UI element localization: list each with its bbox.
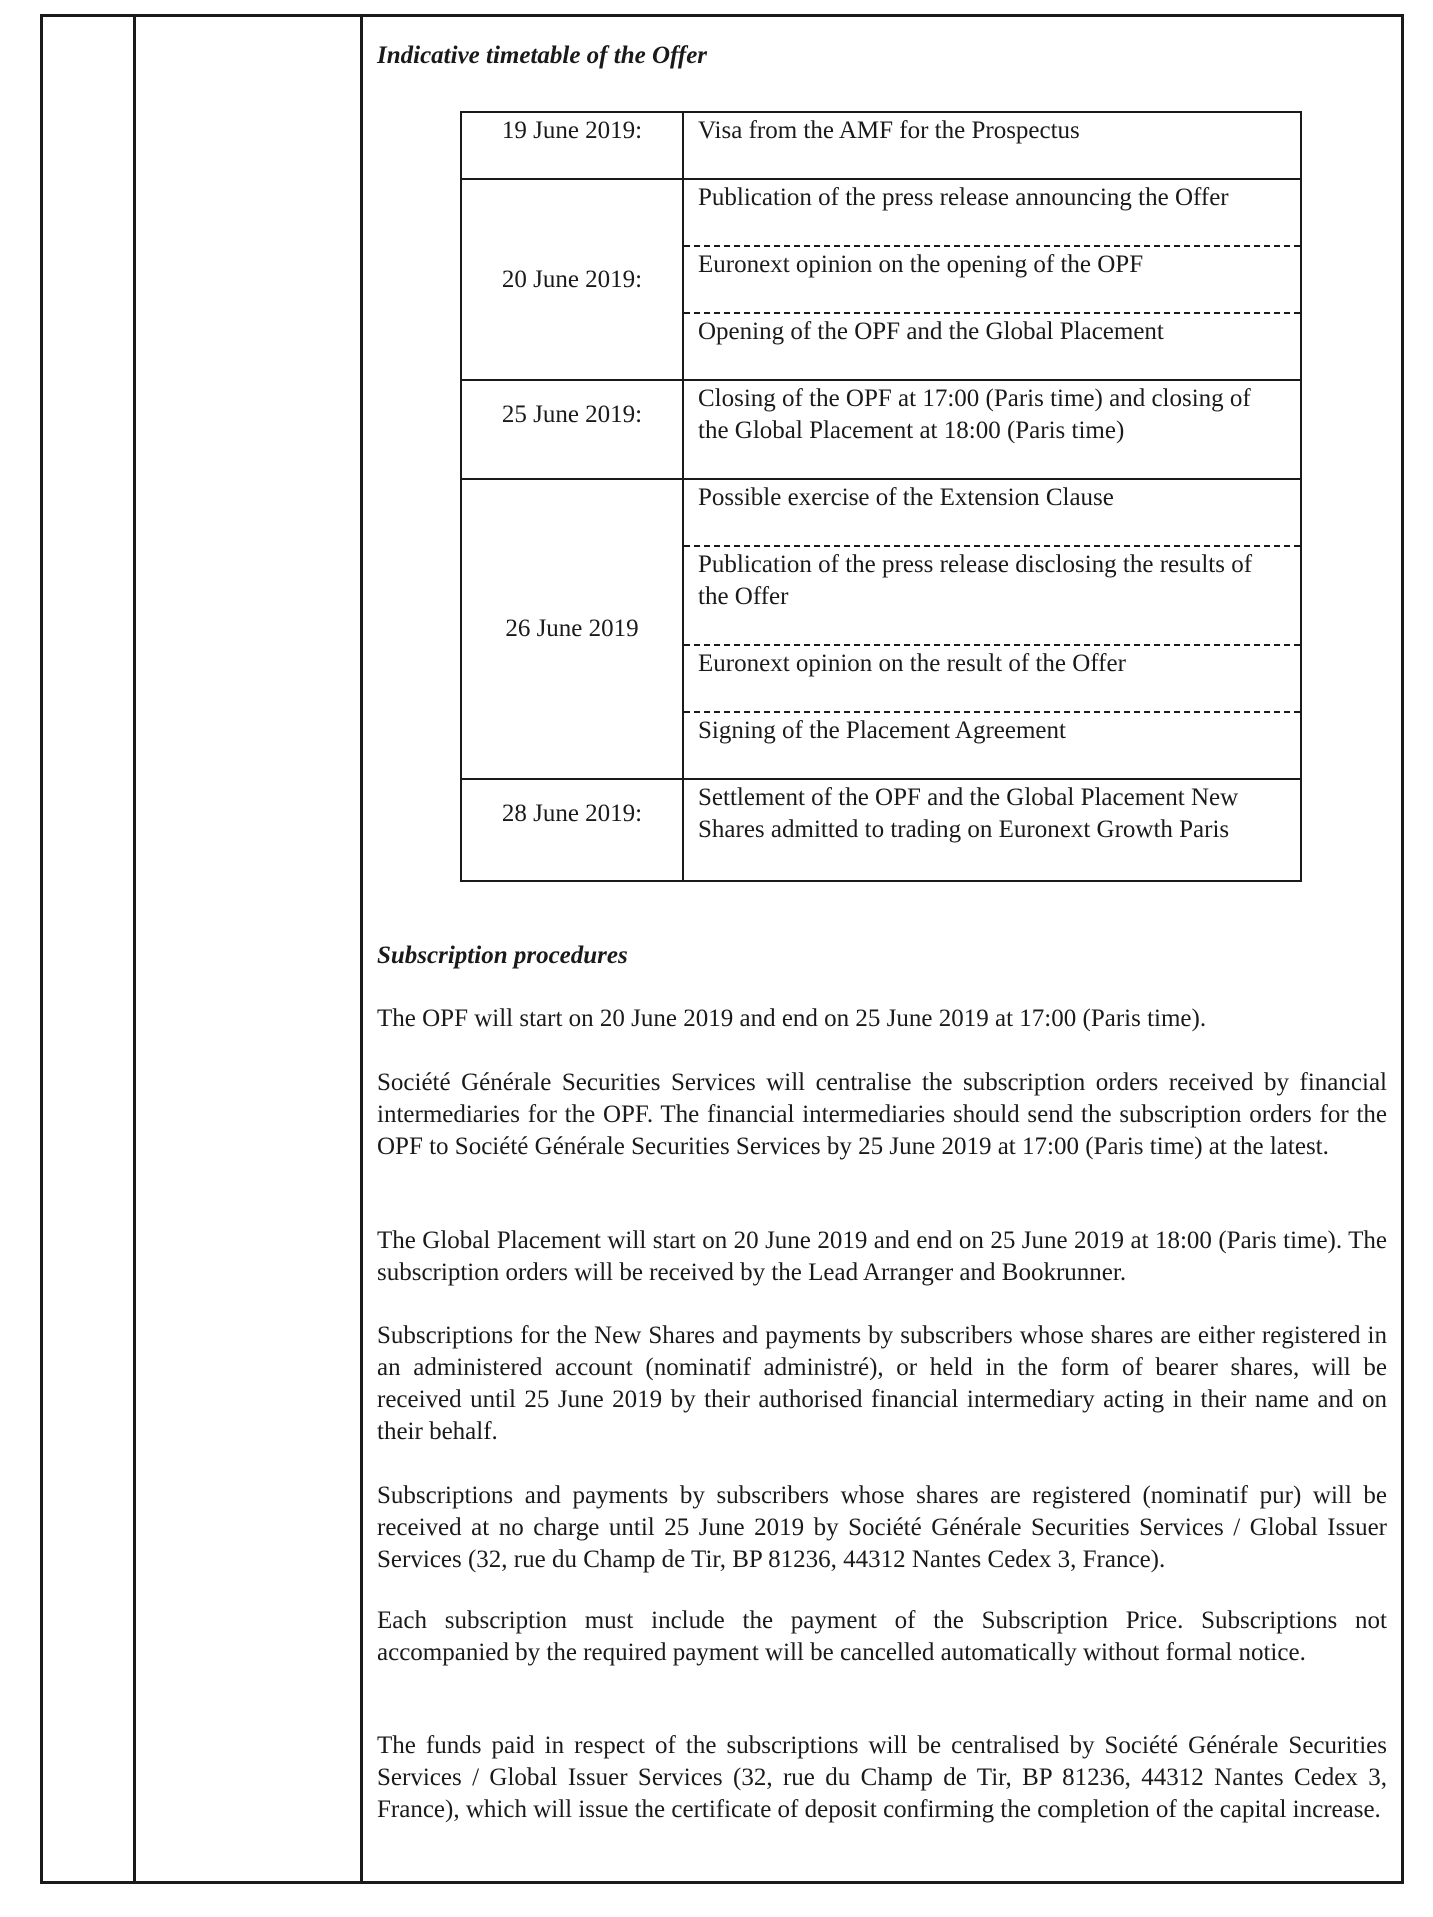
timetable-events [683, 179, 1301, 380]
timetable-date: 20 June 2019: [461, 179, 683, 380]
timetable-event: Publication of the press release disclosing the results of the Offer [684, 545, 1300, 644]
paragraph: Subscriptions and payments by subscribers whose shares are registered (nominatif pur) will be received at no charge until 25 June 2019 by Société Générale Securities Services / Global Issuer Services (32, rue du Champ de Tir, BP 81236, 44312 Nantes Cedex 3, France). [377, 1482, 1387, 1573]
timetable-event: Euronext opinion on the opening of the OPF [684, 245, 1300, 312]
timetable-event: Euronext opinion on the result of the Offer [684, 644, 1300, 711]
table-row [461, 779, 1301, 881]
timetable-event: Possible exercise of the Extension Clause [698, 484, 1114, 511]
timetable-events [683, 112, 1301, 179]
timetable-event: Settlement of the OPF and the Global Placement New Shares admitted to trading on Euronext Growth Paris [698, 784, 1239, 843]
paragraph: The OPF will start on 20 June 2019 and end on 25 June 2019 at 17:00 (Paris time). [377, 1005, 1207, 1032]
timetable-events [683, 380, 1301, 479]
column-divider-1 [133, 14, 136, 1884]
timetable-events [683, 479, 1301, 779]
timetable-event: Opening of the OPF and the Global Placement [684, 312, 1300, 379]
timetable-date: 26 June 2019 [461, 479, 683, 779]
table-row [461, 179, 1301, 380]
paragraph: The Global Placement will start on 20 June 2019 and end on 25 June 2019 at 18:00 (Paris time). The subscription orders will be received by the Lead Arranger and Bookrunner. [377, 1227, 1387, 1286]
column-divider-2 [360, 14, 363, 1884]
paragraph: Each subscription must include the payment of the Subscription Price. Subscriptions not accompanied by the required payment will be cancelled automatically without formal notice. [377, 1607, 1387, 1666]
timetable-event: Visa from the AMF for the Prospectus [698, 117, 1080, 144]
table-row [461, 112, 1301, 179]
timetable-date: 28 June 2019: [461, 779, 683, 881]
timetable-events [683, 779, 1301, 881]
paragraph: Subscriptions for the New Shares and payments by subscribers whose shares are either registered in an administered account (nominatif administré), or held in the form of bearer shares, will be received until 25 June 2019 by their authorised financial intermediary acting in their name and on their behalf. [377, 1322, 1387, 1445]
table-row [461, 380, 1301, 479]
timetable-event: Publication of the press release announcing the Offer [698, 184, 1229, 211]
subscription-heading: Subscription procedures [377, 942, 628, 969]
paragraph: The funds paid in respect of the subscriptions will be centralised by Société Générale Securities Services / Global Issuer Services (32, rue du Champ de Tir, BP 81236, 44312 Nantes Cedex 3, France), which will issue the certificate of deposit confirming the completion of the capital increase. [377, 1732, 1387, 1823]
paragraph: Société Générale Securities Services will centralise the subscription orders received by financial intermediaries for the OPF. The financial intermediaries should send the subscription orders for the OPF to Société Générale Securities Services by 25 June 2019 at 17:00 (Paris time) at the latest. [377, 1069, 1387, 1160]
timetable-date: 19 June 2019: [461, 112, 683, 179]
timetable-event: Signing of the Placement Agreement [684, 711, 1300, 778]
timetable-date: 25 June 2019: [461, 380, 683, 479]
timetable-heading: Indicative timetable of the Offer [377, 42, 708, 69]
timetable-section [377, 40, 1387, 72]
table-row [461, 479, 1301, 779]
timetable-table [460, 111, 1302, 882]
timetable-event: Closing of the OPF at 17:00 (Paris time) and closing of the Global Placement at 18:00 (Paris time) [698, 385, 1251, 444]
